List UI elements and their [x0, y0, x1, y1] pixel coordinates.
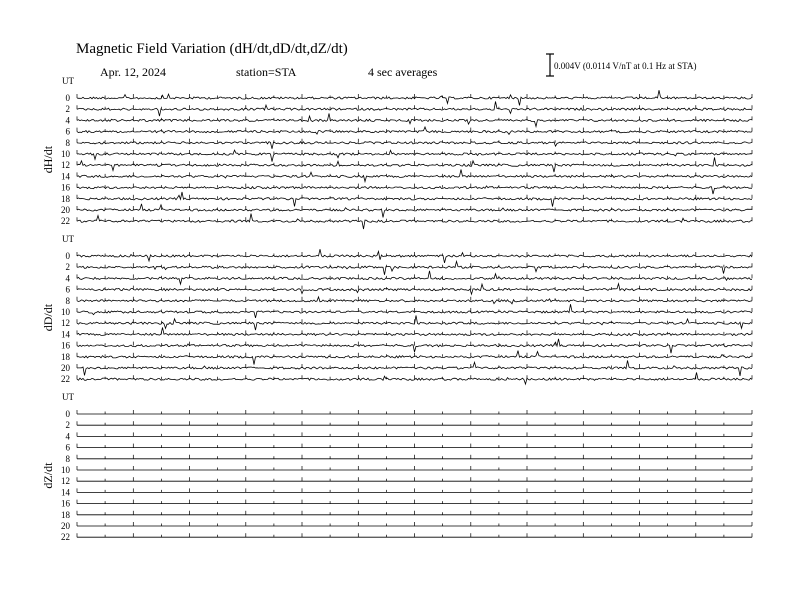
chart-title: Magnetic Field Variation (dH/dt,dD/dt,dZ/dt): [76, 41, 348, 57]
panel-dD-dt: [41, 234, 752, 384]
hour-label: 4: [65, 431, 70, 442]
hour-label: 2: [65, 420, 70, 431]
scale-bar: [546, 54, 554, 76]
hour-label: 4: [65, 115, 70, 126]
hour-label: 0: [65, 409, 70, 419]
hour-label: 14: [61, 487, 70, 498]
hour-label: 8: [65, 295, 70, 306]
hour-label: 16: [61, 498, 70, 509]
hour-label: 2: [65, 104, 70, 115]
hour-label: 0: [65, 251, 70, 261]
panel-ylabel: dZ/dt: [41, 462, 55, 489]
trace-row-18: [77, 351, 752, 365]
ut-label: UT: [62, 234, 74, 244]
panel-ylabel: dD/dt: [41, 303, 55, 332]
hour-label: 18: [61, 351, 70, 362]
hour-label: 20: [61, 363, 70, 373]
date-label: Apr. 12, 2024: [100, 65, 166, 79]
ut-label: UT: [62, 392, 74, 402]
hour-label: 22: [61, 374, 70, 385]
panels: [41, 76, 752, 542]
trace-row-16: [77, 339, 752, 353]
hour-label: 16: [61, 340, 70, 351]
hour-label: 4: [65, 273, 70, 284]
hour-label: 16: [61, 182, 70, 193]
hour-label: 14: [61, 171, 70, 182]
hour-label: 12: [61, 160, 70, 171]
scale-note: 0.004V (0.0114 V/nT at 0.1 Hz at STA): [554, 61, 697, 71]
hour-label: 10: [61, 149, 70, 159]
hour-label: 0: [65, 93, 70, 103]
hour-label: 8: [65, 453, 70, 464]
hour-label: 20: [61, 205, 70, 215]
panel-dH-dt: [41, 76, 752, 229]
trace-row-0: [77, 249, 752, 263]
hour-label: 10: [61, 465, 70, 475]
hour-label: 12: [61, 318, 70, 329]
hour-label: 22: [61, 532, 70, 543]
hour-label: 18: [61, 509, 70, 520]
hour-label: 2: [65, 262, 70, 273]
hour-label: 6: [65, 284, 70, 295]
hour-label: 20: [61, 521, 70, 531]
averaging-label: 4 sec averages: [368, 65, 438, 79]
station-label: station=STA: [236, 65, 297, 79]
hour-label: 14: [61, 329, 70, 340]
trace-row-18: [77, 192, 752, 207]
hour-label: 6: [65, 126, 70, 137]
hour-label: 12: [61, 476, 70, 487]
panel-ylabel: dH/dt: [41, 145, 55, 174]
ut-label: UT: [62, 76, 74, 86]
trace-row-22: [77, 214, 752, 230]
hour-label: 22: [61, 216, 70, 227]
hour-label: 6: [65, 442, 70, 453]
trace-row-20: [77, 360, 752, 376]
trace-row-20: [77, 204, 752, 218]
hour-label: 8: [65, 137, 70, 148]
hour-label: 10: [61, 307, 70, 317]
hour-label: 18: [61, 193, 70, 204]
panel-dZ-dt: [41, 392, 752, 542]
